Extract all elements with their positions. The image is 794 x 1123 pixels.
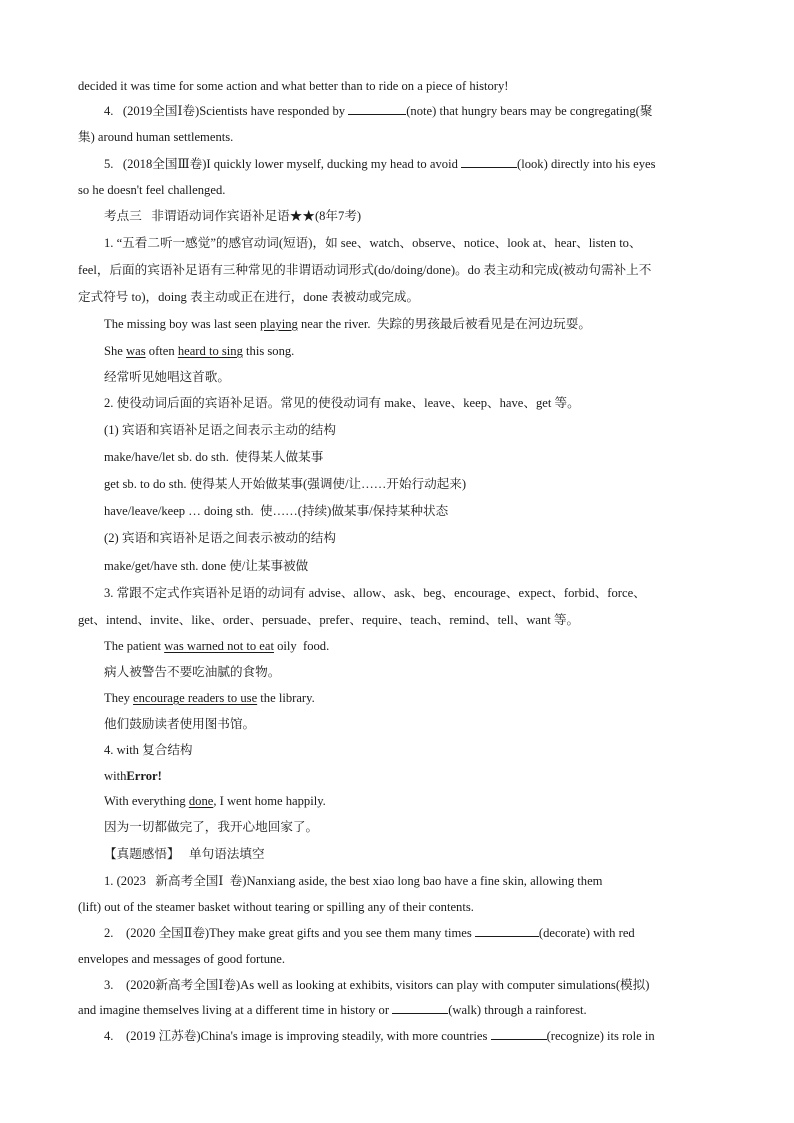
exercise-question-1: 1. (2023 新高考全国Ⅰ 卷)Nanxiang aside, the best xiao long bao have a fine skin, allowing them [104, 874, 603, 888]
text-line: decided it was time for some action and what better than to ride on a piece of history! [78, 79, 509, 93]
exercise-question-3: 3. (2020新高考全国Ⅰ卷)As well as looking at exhibits, visitors can play with computer simulations(模拟) [104, 978, 650, 992]
text-line: (lift) out of the steamer basket without tearing or spilling any of their contents. [78, 900, 474, 914]
text-line: and imagine themselves living at a different time in history or (walk) through a rainforest. [78, 1003, 587, 1017]
text-line: withError! [104, 769, 162, 783]
text-line: feel，后面的宾语补足语有三种常见的非谓语动词形式(do/doing/done)。do 表主动和完成(被动句需补上不 [78, 263, 652, 277]
question-5: 5. (2018全国Ⅲ卷)I quickly lower myself, ducking my head to avoid (look) directly into his eyes [104, 157, 656, 171]
answer-blank[interactable] [475, 925, 539, 937]
exercise-question-2: 2. (2020 全国Ⅱ卷)They make great gifts and you see them many times (decorate) with red [104, 926, 635, 940]
example-sentence: With everything done, I went home happily. [104, 794, 326, 808]
text-line: 4. with 复合结构 [104, 743, 193, 757]
example-sentence: She was often heard to sing this song. [104, 344, 295, 358]
text-line: so he doesn't feel challenged. [78, 183, 226, 197]
exercise-heading: 【真题感悟】 单句语法填空 [104, 847, 265, 861]
text-line: have/leave/keep … doing sth. 使……(持续)做某事/保持某种状态 [104, 504, 449, 518]
text-line: (2) 宾语和宾语补足语之间表示被动的结构 [104, 531, 336, 545]
text-line: 定式符号 to)，doing 表主动或正在进行，done 表被动或完成。 [78, 290, 420, 304]
answer-blank[interactable] [461, 156, 517, 168]
answer-blank[interactable] [392, 1002, 448, 1014]
example-sentence: The missing boy was last seen playing near the river. 失踪的男孩最后被看见是在河边玩耍。 [104, 317, 591, 331]
example-translation: 病人被警告不要吃油腻的食物。 [104, 665, 281, 679]
answer-blank[interactable] [348, 103, 406, 115]
example-translation: 他们鼓励读者使用图书馆。 [104, 717, 256, 731]
section-heading: 考点三 非谓语动词作宾语补足语★★(8年7考) [104, 209, 362, 223]
example-sentence: The patient was warned not to eat oily food. [104, 639, 330, 653]
text-line: (1) 宾语和宾语补足语之间表示主动的结构 [104, 423, 336, 437]
text-line: make/have/let sb. do sth. 使得某人做某事 [104, 450, 324, 464]
answer-blank[interactable] [491, 1028, 547, 1040]
text-line: 集) around human settlements. [78, 130, 234, 144]
text-line: 3. 常跟不定式作宾语补足语的动词有 advise、allow、ask、beg、encourage、expect、forbid、force、 [104, 586, 646, 600]
text-line: get sb. to do sth. 使得某人开始做某事(强调使/让……开始行动起来) [104, 477, 467, 491]
text-line: envelopes and messages of good fortune. [78, 952, 286, 966]
example-translation: 因为一切都做完了，我开心地回家了。 [104, 820, 319, 834]
question-4: 4. (2019全国Ⅰ卷)Scientists have responded by (note) that hungry bears may be congregating(聚 [104, 104, 653, 118]
example-sentence: They encourage readers to use the library. [104, 691, 315, 705]
text-line: make/get/have sth. done 使/让某事被做 [104, 559, 309, 573]
text-line: 1. “五看二听一感觉”的感官动词(短语)，如 see、watch、observe、notice、look at、hear、listen to、 [104, 236, 642, 250]
exercise-question-4: 4. (2019 江苏卷)China's image is improving steadily, with more countries (recognize) its role in [104, 1029, 655, 1043]
text-line: 2. 使役动词后面的宾语补足语。常见的使役动词有 make、leave、keep、have、get 等。 [104, 396, 580, 410]
example-translation: 经常听见她唱这首歌。 [104, 370, 230, 384]
text-line: get、intend、invite、like、order、persuade、prefer、require、teach、remind、tell、want 等。 [78, 613, 580, 627]
